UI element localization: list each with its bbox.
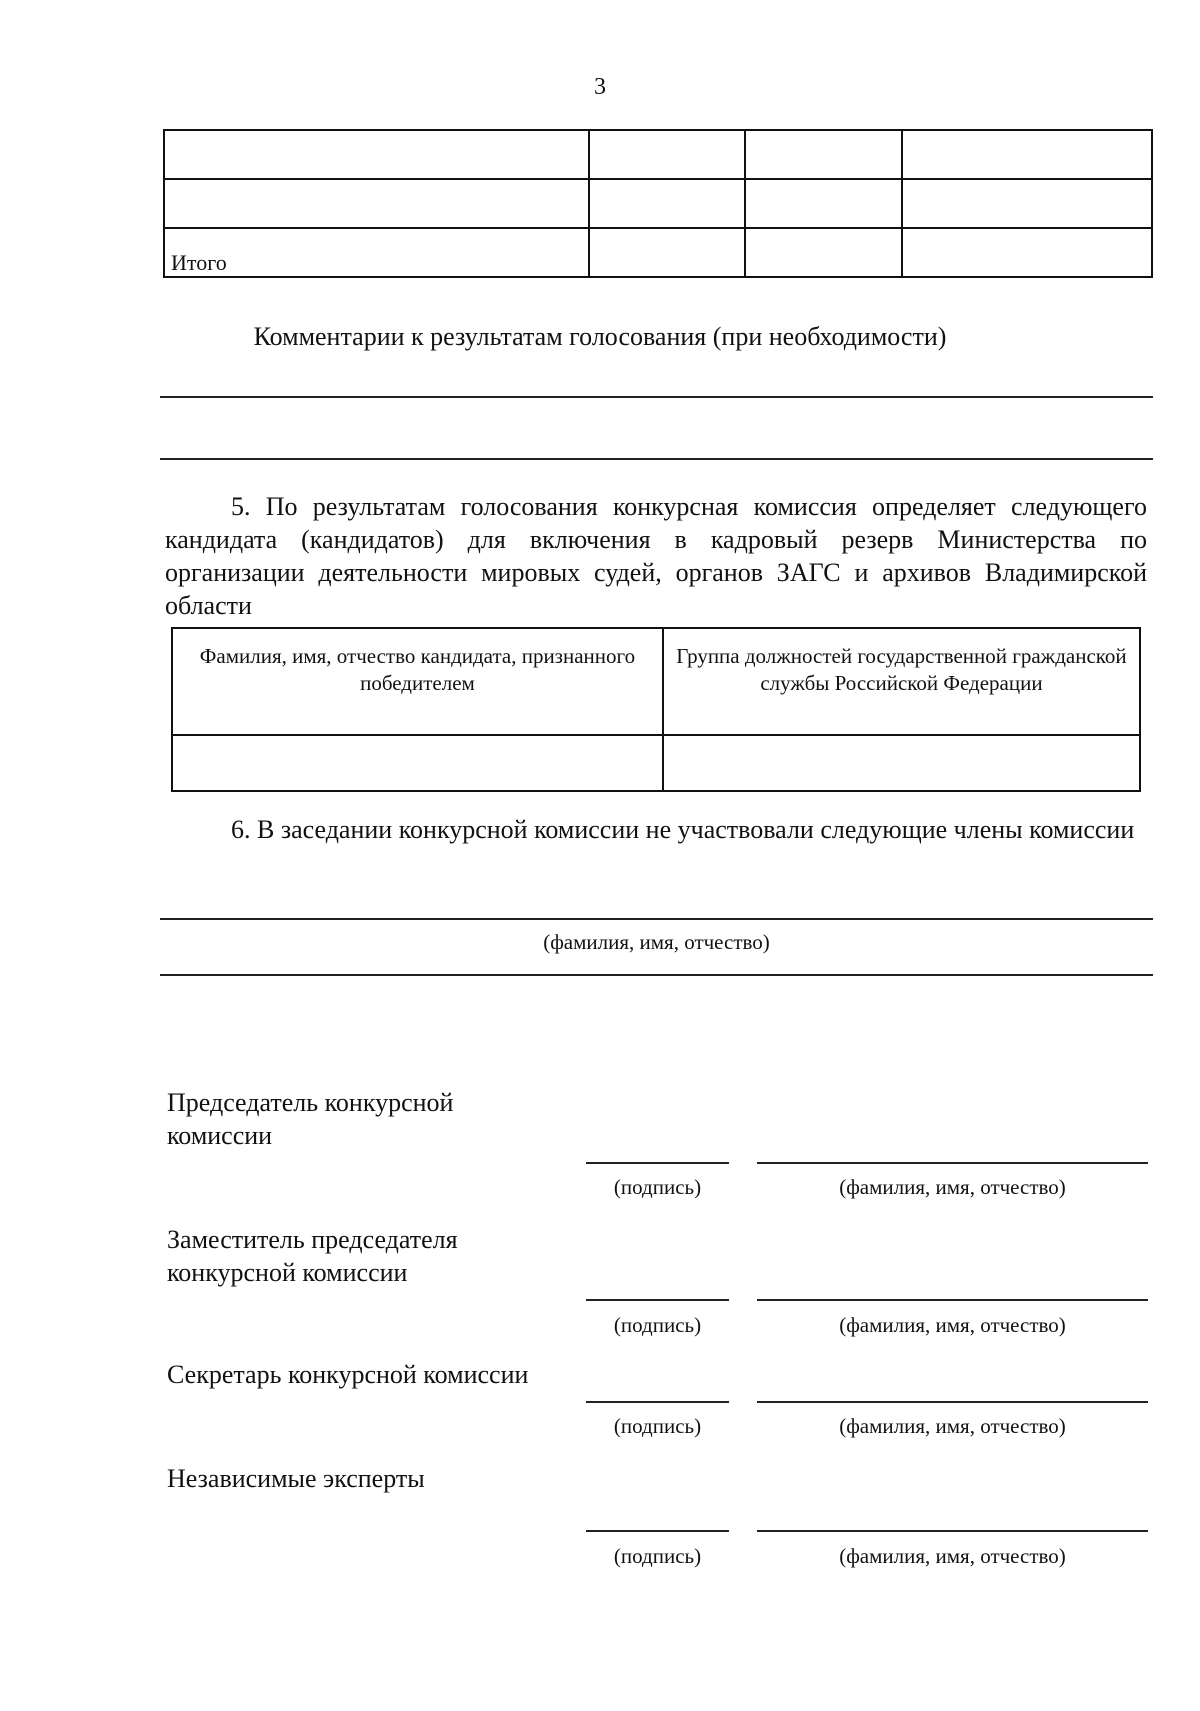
- chairman-signature-line[interactable]: [586, 1162, 729, 1164]
- table-row: [172, 735, 1140, 791]
- secretary-label: Секретарь конкурсной комиссии: [167, 1360, 529, 1389]
- section-5-paragraph: [165, 490, 1147, 622]
- comment-line-2[interactable]: [160, 458, 1153, 460]
- table-cell[interactable]: [745, 228, 902, 277]
- experts-label: Независимые эксперты: [167, 1464, 425, 1493]
- secretary-name-caption: (фамилия, имя, отчество): [839, 1414, 1066, 1438]
- table-cell[interactable]: [745, 179, 902, 228]
- secretary-name-line[interactable]: [757, 1401, 1148, 1403]
- comment-line-1[interactable]: [160, 396, 1153, 398]
- table-row-total: [164, 228, 1152, 277]
- table-cell[interactable]: [902, 228, 1152, 277]
- table-cell-label[interactable]: [164, 130, 589, 179]
- table-row: [164, 130, 1152, 179]
- secretary-signature-caption: (подпись): [613, 1414, 702, 1438]
- experts-signature-caption: (подпись): [613, 1544, 702, 1568]
- secretary-signature-line[interactable]: [586, 1401, 729, 1403]
- table-cell[interactable]: [589, 130, 745, 179]
- comments-heading: Комментарии к результатам голосования (при необходимости): [253, 322, 947, 351]
- table-cell[interactable]: [589, 179, 745, 228]
- chairman-name-line[interactable]: [757, 1162, 1148, 1164]
- table-cell-label[interactable]: [164, 179, 589, 228]
- experts-signature-line[interactable]: [586, 1530, 729, 1532]
- deputy-signature-line[interactable]: [586, 1299, 729, 1301]
- position-group-header: Группа должностей государственной гражданской службы Российской Федерации: [663, 628, 1140, 735]
- experts-name-caption: (фамилия, имя, отчество): [839, 1544, 1066, 1568]
- deputy-name-line[interactable]: [757, 1299, 1148, 1301]
- chairman-name-caption: (фамилия, имя, отчество): [839, 1175, 1066, 1199]
- table-cell[interactable]: [902, 179, 1152, 228]
- page-number: 3: [594, 74, 606, 100]
- absent-members-caption: (фамилия, имя, отчество): [543, 930, 770, 954]
- section-5-text: 5. По результатам голосования конкурсная комиссия определяет следующего кандидата (кандидатов) для включения в кадровый резерв Министерства по организации деятельности мировых судей, органов ЗАГС и архивов Владимирской области: [165, 492, 1147, 620]
- absent-members-line-2[interactable]: [160, 974, 1153, 976]
- section-6-paragraph: [165, 813, 1147, 846]
- table-cell[interactable]: [663, 735, 1140, 791]
- deputy-name-caption: (фамилия, имя, отчество): [839, 1313, 1066, 1337]
- deputy-signature-caption: (подпись): [613, 1313, 702, 1337]
- section-6-text: 6. В заседании конкурсной комиссии не участвовали следующие члены комиссии: [231, 815, 1135, 844]
- table-row: [164, 179, 1152, 228]
- candidates-table: [171, 627, 1141, 792]
- table-cell[interactable]: [172, 735, 663, 791]
- table-cell[interactable]: [902, 130, 1152, 179]
- deputy-chairman-label: Заместитель председателя конкурсной комиссии: [167, 1225, 458, 1287]
- voting-results-table: [163, 129, 1153, 278]
- table-cell[interactable]: [745, 130, 902, 179]
- table-header-row: [172, 628, 1140, 735]
- total-label: Итого: [164, 228, 589, 277]
- absent-members-line[interactable]: [160, 918, 1153, 920]
- experts-name-line[interactable]: [757, 1530, 1148, 1532]
- chairman-signature-caption: (подпись): [613, 1175, 702, 1199]
- candidate-name-header: Фамилия, имя, отчество кандидата, признанного победителем: [172, 628, 663, 735]
- table-cell[interactable]: [589, 228, 745, 277]
- chairman-label: Председатель конкурсной комиссии: [167, 1088, 454, 1150]
